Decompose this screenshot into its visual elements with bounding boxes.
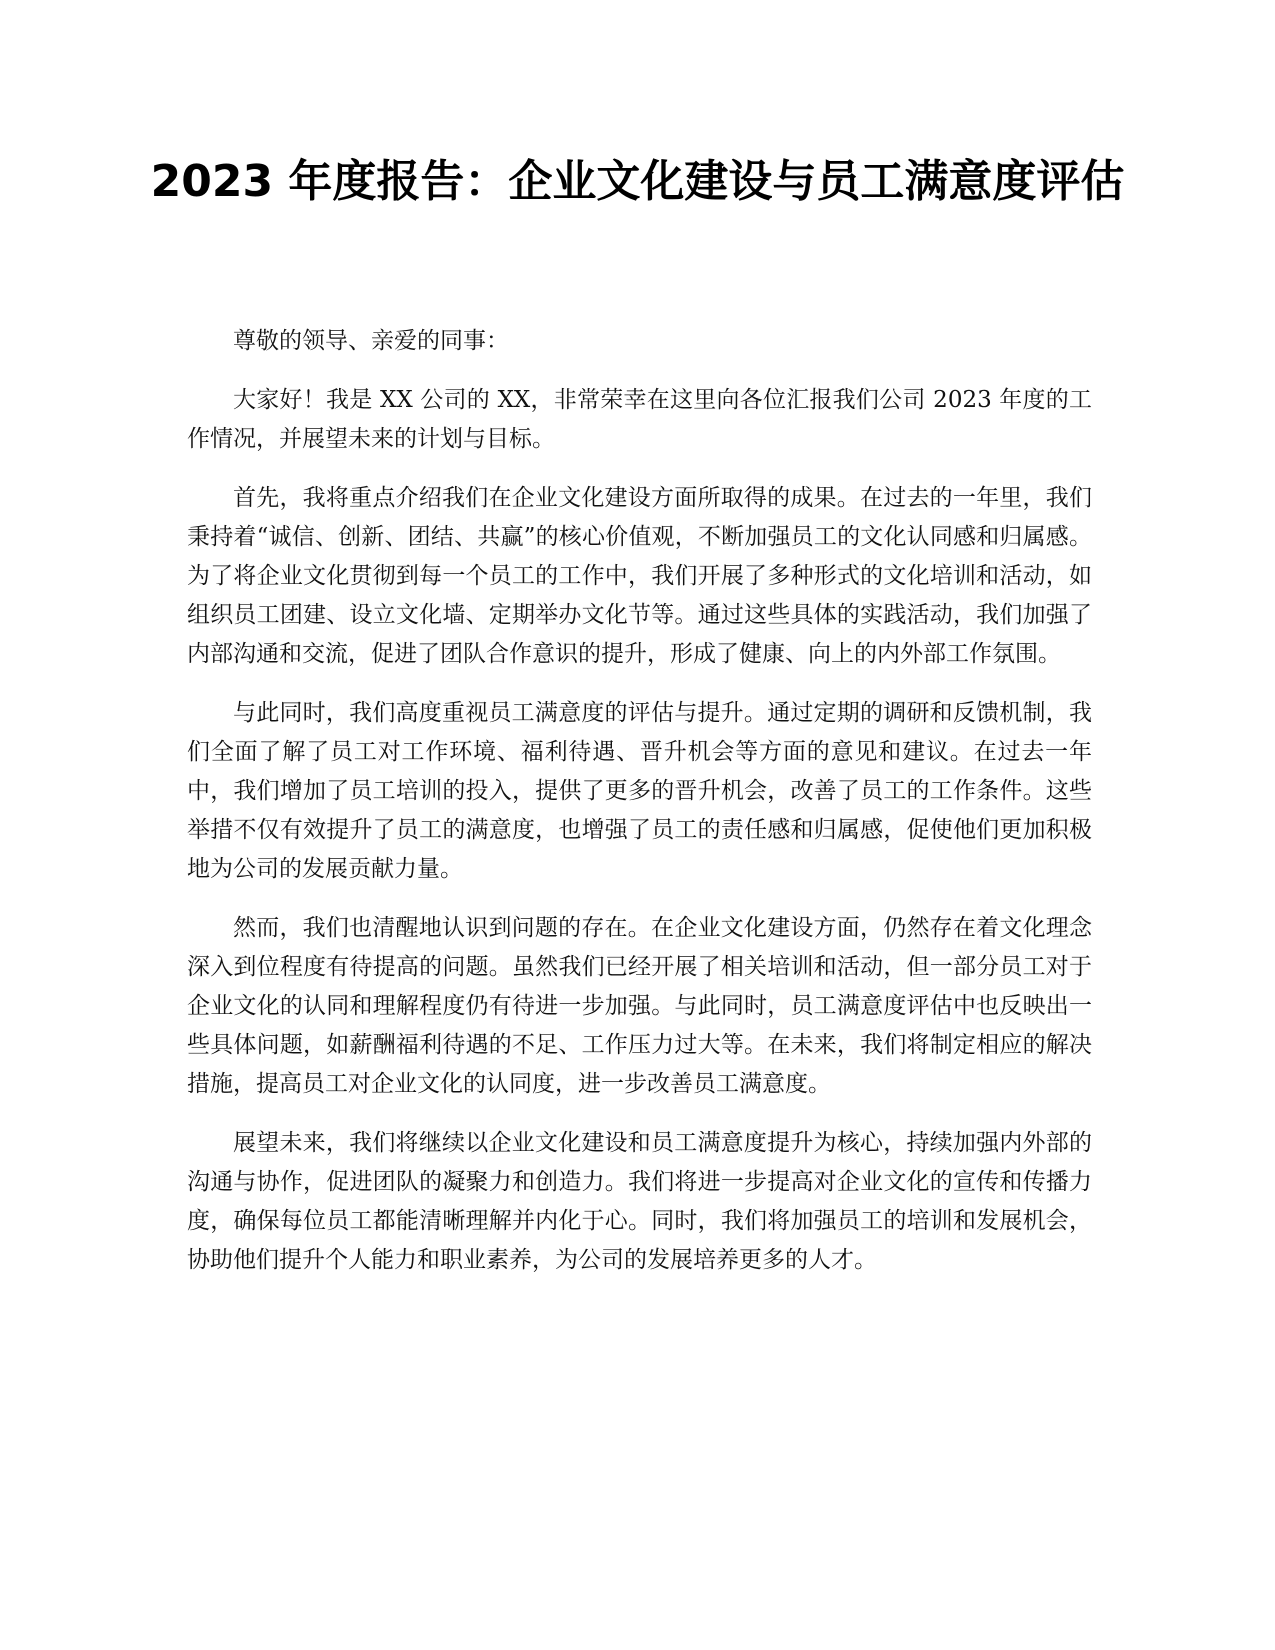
paragraph-salutation: 尊敬的领导、亲爱的同事： <box>233 328 509 354</box>
paragraph-culture-achievements: 首先，我将重点介绍我们在企业文化建设方面所取得的成果。在过去的一年里，我们秉持着“诚信、创新、团结、共赢”的核心价值观，不断加强员工的文化认同感和归属感。为了将企业文化贯彻到每一个员工的工作中，我们开展了多种形式的文化培训和活动，如组织员工团建、设立文化墙、定期举办文化节等。通过这些具体的实践活动，我们加强了内部沟通和交流，促进了团队合作意识的提升，形成了健康、向上的内外部工作氛围。 <box>187 485 1092 667</box>
document-title: 2023 年度报告：企业文化建设与员工满意度评估 <box>150 156 1125 207</box>
document-body <box>187 322 1092 1300</box>
paragraph-outlook: 展望未来，我们将继续以企业文化建设和员工满意度提升为核心，持续加强内外部的沟通与协作，促进团队的凝聚力和创造力。我们将进一步提高对企业文化的宣传和传播力度，确保每位员工都能清晰理解并内化于心。同时，我们将加强员工的培训和发展机会，协助他们提升个人能力和职业素养，为公司的发展培养更多的人才。 <box>187 1130 1092 1273</box>
paragraph-problems: 然而，我们也清醒地认识到问题的存在。在企业文化建设方面，仍然存在着文化理念深入到位程度有待提高的问题。虽然我们已经开展了相关培训和活动，但一部分员工对于企业文化的认同和理解程度仍有待进一步加强。与此同时，员工满意度评估中也反映出一些具体问题，如薪酬福利待遇的不足、工作压力过大等。在未来，我们将制定相应的解决措施，提高员工对企业文化的认同度，进一步改善员工满意度。 <box>187 915 1092 1097</box>
paragraph-employee-satisfaction: 与此同时，我们高度重视员工满意度的评估与提升。通过定期的调研和反馈机制，我们全面了解了员工对工作环境、福利待遇、晋升机会等方面的意见和建议。在过去一年中，我们增加了员工培训的投入，提供了更多的晋升机会，改善了员工的工作条件。这些举措不仅有效提升了员工的满意度，也增强了员工的责任感和归属感，促使他们更加积极地为公司的发展贡献力量。 <box>187 700 1092 882</box>
paragraph-greeting: 大家好！我是 XX 公司的 XX，非常荣幸在这里向各位汇报我们公司 2023 年度的工作情况，并展望未来的计划与目标。 <box>187 387 1092 452</box>
